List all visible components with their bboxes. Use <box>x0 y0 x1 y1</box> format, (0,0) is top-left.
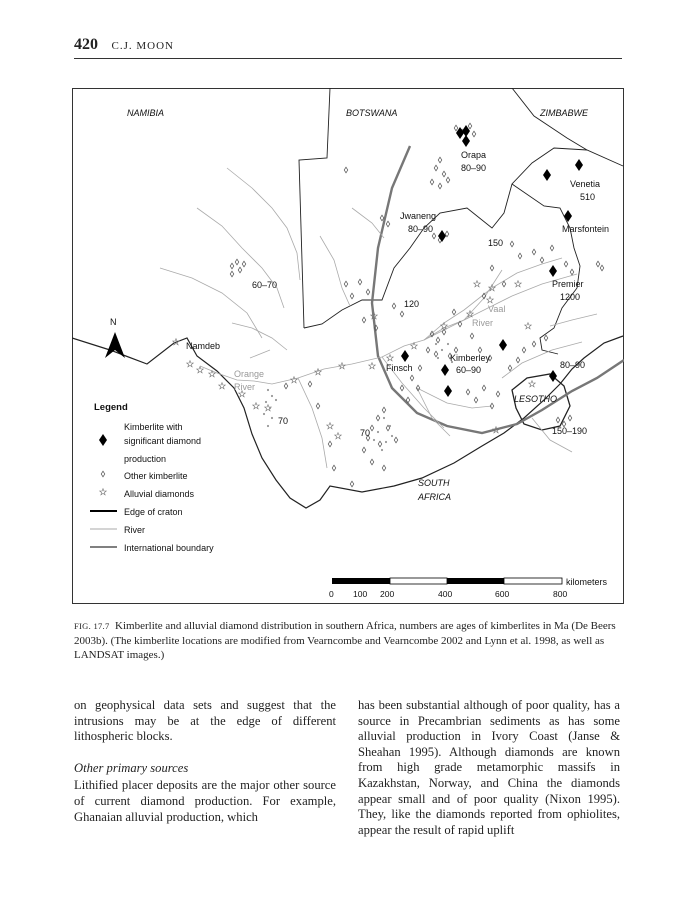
page-number: 420 <box>74 36 98 53</box>
label-venetia-age: 510 <box>580 192 596 202</box>
label-premier-age: 1200 <box>560 292 581 302</box>
label-namdeb: Namdeb <box>186 341 221 351</box>
label-orange-river: River <box>234 382 256 392</box>
figure-caption <box>74 619 620 663</box>
legend-title: Legend <box>94 402 128 413</box>
label-orange: Orange <box>234 369 265 379</box>
map-frame <box>73 89 624 604</box>
label-africa: AFRICA <box>418 492 452 502</box>
body-column-left <box>74 698 336 825</box>
label-finsch: Finsch <box>386 363 413 373</box>
figure-map <box>72 88 624 604</box>
label-south: SOUTH <box>418 478 450 488</box>
label-orapa-age: 80–90 <box>461 163 487 173</box>
legend-craton: Edge of craton <box>124 507 183 517</box>
label-jwaneng: Jwaneng <box>400 211 437 221</box>
body-column-right <box>358 698 620 838</box>
label-age-60-70: 60–70 <box>252 280 278 290</box>
section-heading: Other primary sources <box>74 760 189 775</box>
running-header <box>74 36 174 54</box>
label-jwaneng-age: 80–90 <box>408 224 434 234</box>
label-kimberley-age: 60–90 <box>456 365 482 375</box>
label-age-70-central: 70 <box>360 428 371 438</box>
label-age-80-90: 80–90 <box>560 360 586 370</box>
paragraph-right-1: has been substantial although of poor quality, has a source in Precambrian sediments as has some alluvial production in Ivory Coast (Janse & Sheahan 1995). Although diamonds are known from high grade metamorphic massifs in Kazakhstan, Norway, and China the diamonds appear small and of poor quality (Nixon 1995). They, like the diamonds reported from ophiolites, appear the result of rapid uplift <box>358 698 620 837</box>
caption-text: Kimberlite and alluvial diamond distribution in southern Africa, numbers are ages of kimberlites in Ma (De Beers 2003b). (The kimberlite locations are modified from Vearncombe and Vearncombe 2002 and Lynn et al. 1998, as well as LANDSAT images.) <box>74 620 616 661</box>
label-botswana: BOTSWANA <box>346 108 398 118</box>
label-age-70-west: 70 <box>278 416 289 426</box>
label-lesotho: LESOTHO <box>514 394 558 404</box>
label-marsfontein: Marsfontein <box>562 224 610 234</box>
label-age-120: 120 <box>404 299 420 309</box>
running-author: C.J. MOON <box>111 40 174 52</box>
legend-alluvial: Alluvial diamonds <box>124 489 195 499</box>
label-orapa: Orapa <box>461 150 487 160</box>
scale-tick-600: 600 <box>495 589 510 599</box>
legend-significant-1: Kimberlite with <box>124 422 183 432</box>
label-kimberley: Kimberley <box>450 353 491 363</box>
label-zimbabwe: ZIMBABWE <box>540 108 589 118</box>
legend-significant-2: significant diamond <box>124 436 202 446</box>
legend-significant-3: production <box>124 454 167 464</box>
label-premier: Premier <box>552 279 584 289</box>
scale-tick-100: 100 <box>353 589 368 599</box>
scale-unit: kilometers <box>566 577 608 587</box>
map-svg <box>72 88 624 604</box>
label-age-150: 150 <box>488 238 504 248</box>
scale-tick-400: 400 <box>438 589 453 599</box>
label-namibia: NAMIBIA <box>127 108 165 118</box>
scale-tick-800: 800 <box>553 589 568 599</box>
label-venetia: Venetia <box>570 179 601 189</box>
header-rule <box>74 58 622 59</box>
figure-number: FIG. 17.7 <box>74 621 110 631</box>
legend-river: River <box>124 525 146 535</box>
paragraph-left-1: on geophysical data sets and suggest that the intrusions may be at the edge of different lithospheric blocks. <box>74 698 336 744</box>
label-age-150-190: 150–190 <box>552 426 588 436</box>
scale-tick-0: 0 <box>329 589 334 599</box>
label-vaal: Vaal <box>488 304 506 314</box>
scale-tick-200: 200 <box>380 589 395 599</box>
legend-boundary: International boundary <box>124 543 214 553</box>
paragraph-left-2: Lithified placer deposits are the major other source of current diamond production. For example, Ghanaian alluvial production, which <box>74 778 336 824</box>
legend-other: Other kimberlite <box>124 471 188 481</box>
north-label: N <box>110 317 117 327</box>
label-vaal-river: River <box>472 318 494 328</box>
